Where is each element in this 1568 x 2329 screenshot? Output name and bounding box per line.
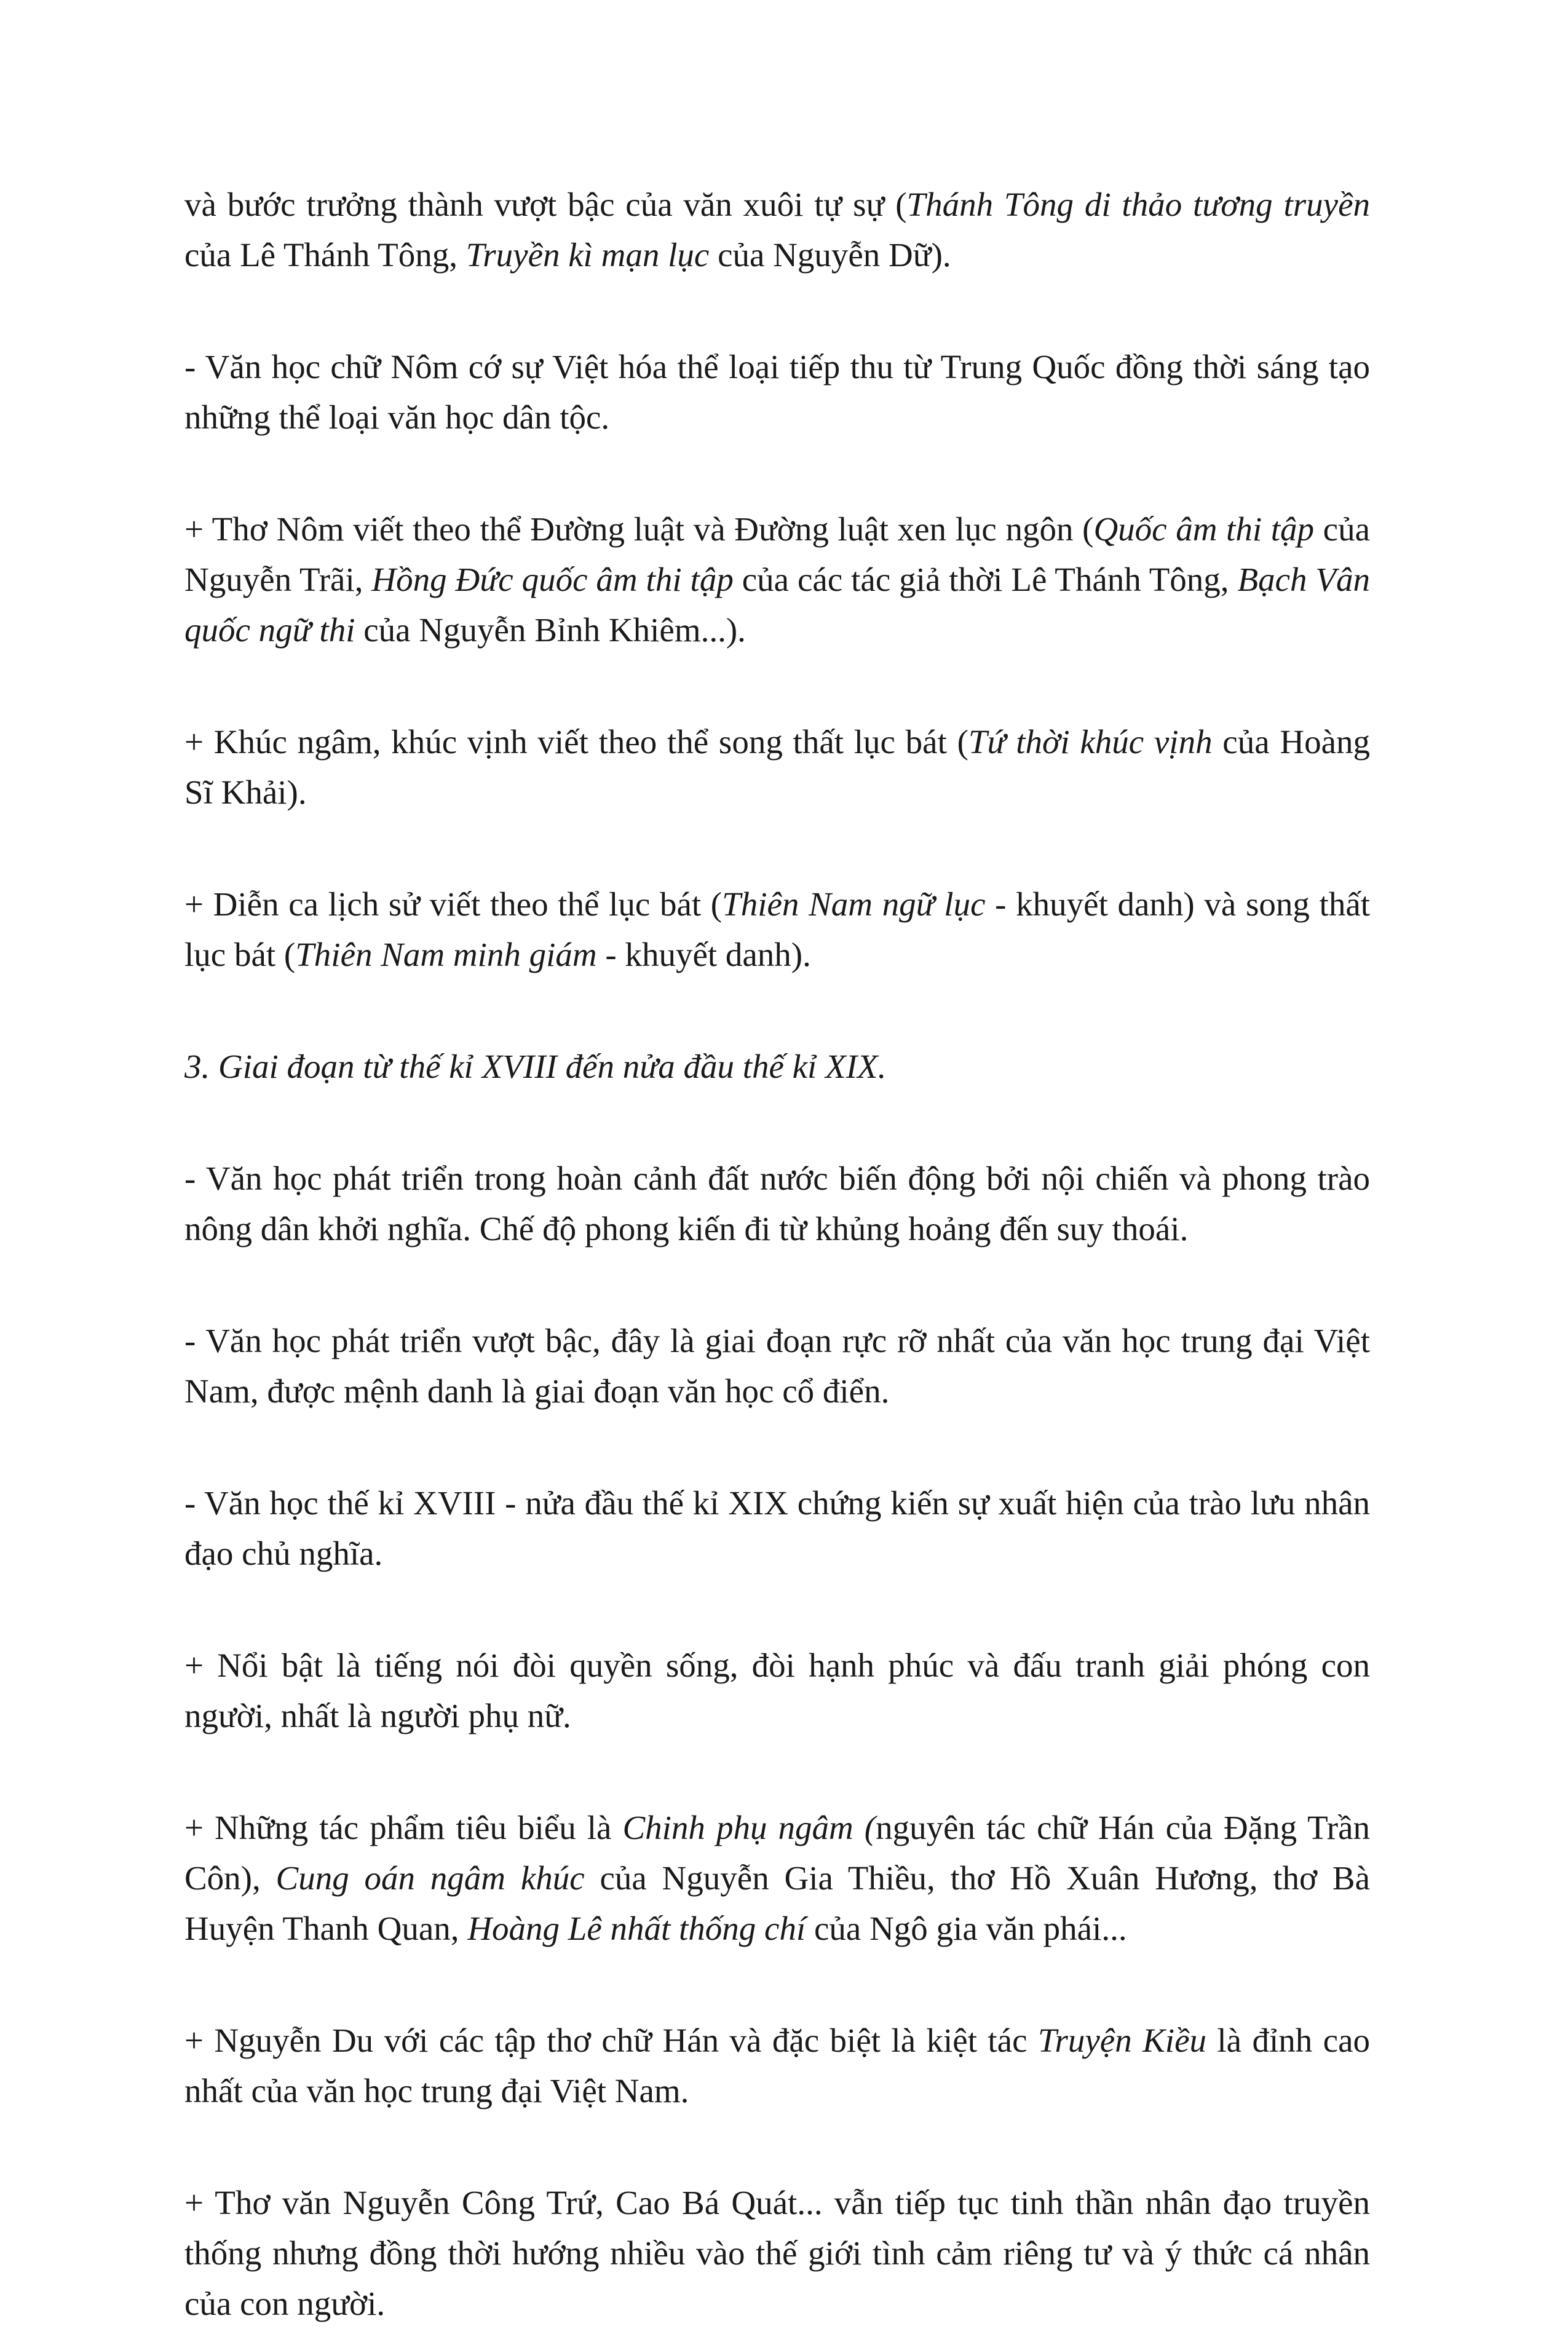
paragraph: [184, 1316, 1370, 1417]
text-run: - Văn học phát triển trong hoàn cảnh đất nước biến động bởi nội chiến và phong trào nông dân khởi nghĩa. Chế độ phong kiến đi từ khủng hoảng đến suy thoái.: [184, 1160, 1370, 1248]
italic-text: Thánh Tông di thảo tương truyền: [906, 186, 1370, 223]
italic-text: Quốc âm thi tập: [1093, 510, 1315, 548]
paragraph: [184, 1042, 1370, 1092]
text-run: của Nguyễn Bỉnh Khiêm...).: [355, 611, 746, 649]
text-run: + Nổi bật là tiếng nói đòi quyền sống, đòi hạnh phúc và đấu tranh giải phóng con người, nhất là người phụ nữ.: [184, 1647, 1370, 1734]
text-run: - khuyết danh).: [596, 936, 811, 973]
italic-text: Thiên Nam ngữ lục: [722, 885, 986, 923]
italic-text: Truyền kì mạn lục: [465, 236, 710, 274]
text-run: + Thơ văn Nguyễn Công Trứ, Cao Bá Quát... vẫn tiếp tục tinh thần nhân đạo truyền thống nhưng đồng thời hướng nhiều vào thế giới tình cảm riêng tư và ý thức cá nhân của con người.: [184, 2184, 1370, 2322]
italic-text: Hoàng Lê nhất thống chí: [467, 1910, 806, 1947]
italic-text: Truyện Kiều: [1037, 2022, 1206, 2059]
text-run: của các tác giả thời Lê Thánh Tông,: [733, 561, 1238, 598]
paragraph: [184, 879, 1370, 980]
italic-text: Tứ thời khúc vịnh: [968, 723, 1213, 761]
italic-text: Thiên Nam minh giám: [295, 936, 597, 973]
italic-text: 3. Giai đoạn từ thế kỉ XVIII đến nửa đầu thế kỉ XIX.: [184, 1048, 887, 1085]
paragraph: [184, 2178, 1370, 2329]
text-run: + Thơ Nôm viết theo thể Đường luật và Đường luật xen lục ngôn (: [184, 510, 1094, 548]
text-run: + Diễn ca lịch sử viết theo thể lục bát (: [184, 885, 723, 923]
text-run: và bước trưởng thành vượt bậc của văn xuôi tự sự (: [184, 186, 907, 223]
text-run: - Văn học thế kỉ XVIII - nửa đầu thế kỉ XIX chứng kiến sự xuất hiện của trào lưu nhân đạo chủ nghĩa.: [184, 1484, 1370, 1572]
text-run: của Nguyễn Gia Thiều, thơ Hồ Xuân Hương, thơ Bà Huyện Thanh Quan,: [184, 1859, 1371, 1947]
text-run: của Nguyễn Trãi,: [184, 510, 1370, 598]
text-run: + Khúc ngâm, khúc vịnh viết theo thể song thất lục bát (: [184, 723, 968, 761]
text-run: + Nguyễn Du với các tập thơ chữ Hán và đặc biệt là kiệt tác: [184, 2022, 1038, 2059]
text-run: - Văn học phát triển vượt bậc, đây là giai đoạn rực rỡ nhất của văn học trung đại Việt Nam, được mệnh danh là giai đoạn văn học cổ điển.: [184, 1322, 1370, 1410]
paragraph: [184, 1803, 1370, 1954]
paragraph: [184, 180, 1370, 280]
document-body: [184, 180, 1370, 2329]
paragraph: [184, 342, 1370, 443]
text-run: của Hoàng Sĩ Khải).: [184, 723, 1370, 811]
italic-text: Cung oán ngâm khúc: [275, 1859, 585, 1897]
paragraph: [184, 1640, 1370, 1741]
paragraph: [184, 2015, 1370, 2116]
italic-text: Hồng Đức quốc âm thi tập: [371, 561, 734, 598]
paragraph: [184, 717, 1370, 818]
text-run: của Ngô gia văn phái...: [806, 1910, 1127, 1947]
text-run: - Văn học chữ Nôm cớ sự Việt hóa thể loại tiếp thu từ Trung Quốc đồng thời sáng tạo những thể loại văn học dân tộc.: [184, 348, 1370, 436]
text-run: là đỉnh cao nhất của văn học trung đại Việt Nam.: [184, 2022, 1370, 2110]
text-run: nguyên tác chữ Hán của Đặng Trần Côn),: [184, 1809, 1371, 1897]
text-run: của Nguyễn Dữ).: [709, 236, 951, 274]
text-run: của Lê Thánh Tông,: [184, 236, 466, 274]
text-run: + Những tác phẩm tiêu biểu là: [184, 1809, 623, 1846]
text-run: - khuyết danh) và song thất lục bát (: [184, 885, 1371, 973]
paragraph: [184, 1153, 1370, 1254]
italic-text: Chinh phụ ngâm (: [622, 1809, 876, 1846]
italic-text: Bạch Vân quốc ngữ thi: [184, 561, 1371, 649]
paragraph: [184, 1478, 1370, 1579]
paragraph: [184, 504, 1370, 655]
